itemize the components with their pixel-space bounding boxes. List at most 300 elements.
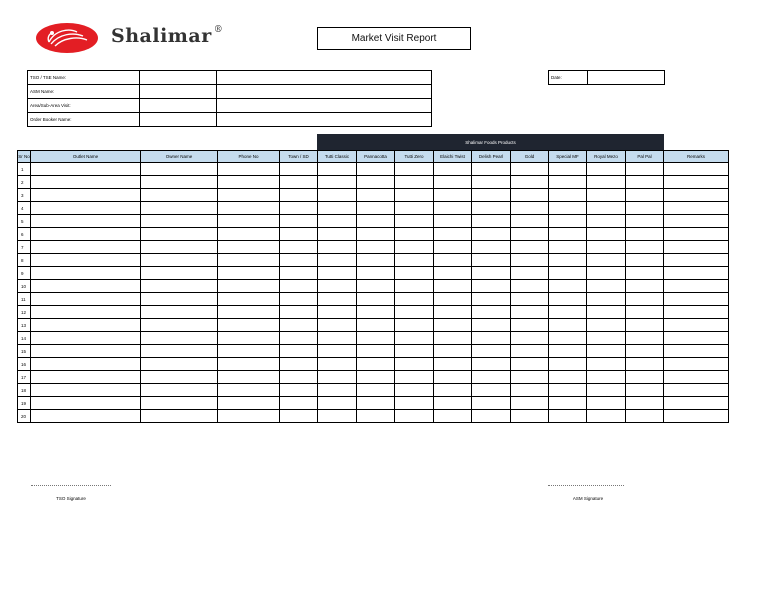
table-cell[interactable] bbox=[434, 306, 472, 319]
table-cell[interactable] bbox=[395, 358, 434, 371]
table-cell[interactable] bbox=[395, 215, 434, 228]
table-cell[interactable] bbox=[280, 332, 318, 345]
table-cell[interactable] bbox=[218, 202, 280, 215]
table-cell[interactable] bbox=[626, 410, 664, 423]
table-cell[interactable] bbox=[549, 254, 587, 267]
table-cell[interactable] bbox=[511, 176, 549, 189]
table-cell[interactable] bbox=[357, 241, 395, 254]
table-cell[interactable] bbox=[587, 384, 626, 397]
table-cell[interactable] bbox=[587, 332, 626, 345]
table-cell[interactable] bbox=[280, 410, 318, 423]
table-cell[interactable] bbox=[549, 280, 587, 293]
table-cell[interactable] bbox=[141, 215, 218, 228]
table-cell[interactable] bbox=[218, 384, 280, 397]
table-cell[interactable] bbox=[549, 241, 587, 254]
table-cell[interactable] bbox=[626, 202, 664, 215]
table-cell[interactable] bbox=[511, 345, 549, 358]
table-cell[interactable] bbox=[318, 384, 357, 397]
table-cell[interactable] bbox=[549, 371, 587, 384]
table-cell[interactable] bbox=[434, 293, 472, 306]
table-cell[interactable] bbox=[549, 358, 587, 371]
table-cell[interactable] bbox=[626, 293, 664, 306]
table-cell[interactable] bbox=[511, 189, 549, 202]
table-cell[interactable] bbox=[587, 228, 626, 241]
table-cell[interactable] bbox=[395, 306, 434, 319]
table-cell[interactable] bbox=[31, 358, 141, 371]
table-cell[interactable] bbox=[472, 410, 511, 423]
table-cell[interactable] bbox=[395, 293, 434, 306]
table-cell[interactable] bbox=[280, 319, 318, 332]
table-cell[interactable] bbox=[357, 397, 395, 410]
table-cell[interactable] bbox=[218, 163, 280, 176]
table-cell[interactable] bbox=[587, 306, 626, 319]
table-cell[interactable] bbox=[549, 293, 587, 306]
table-cell[interactable] bbox=[395, 410, 434, 423]
table-cell[interactable] bbox=[549, 267, 587, 280]
table-cell[interactable] bbox=[664, 293, 729, 306]
column-header: Special MF bbox=[549, 151, 587, 163]
table-cell[interactable] bbox=[434, 189, 472, 202]
table-cell[interactable] bbox=[511, 254, 549, 267]
table-cell[interactable] bbox=[218, 410, 280, 423]
table-cell[interactable] bbox=[664, 371, 729, 384]
table-cell[interactable] bbox=[395, 332, 434, 345]
table-cell[interactable] bbox=[472, 280, 511, 293]
table-cell[interactable] bbox=[357, 410, 395, 423]
table-cell[interactable] bbox=[318, 345, 357, 358]
table-cell[interactable] bbox=[31, 306, 141, 319]
table-cell[interactable] bbox=[395, 319, 434, 332]
table-cell[interactable] bbox=[434, 202, 472, 215]
table-cell[interactable] bbox=[31, 332, 141, 345]
table-cell[interactable] bbox=[218, 345, 280, 358]
table-cell[interactable] bbox=[549, 163, 587, 176]
table-cell[interactable] bbox=[357, 228, 395, 241]
table-cell[interactable] bbox=[472, 241, 511, 254]
table-cell[interactable] bbox=[318, 319, 357, 332]
table-cell[interactable] bbox=[472, 332, 511, 345]
table-cell[interactable] bbox=[357, 345, 395, 358]
table-cell[interactable] bbox=[664, 397, 729, 410]
date-label: Date: bbox=[549, 71, 588, 85]
table-cell[interactable] bbox=[318, 176, 357, 189]
table-cell[interactable] bbox=[357, 176, 395, 189]
table-cell[interactable] bbox=[434, 163, 472, 176]
table-cell[interactable] bbox=[587, 267, 626, 280]
table-cell[interactable] bbox=[626, 241, 664, 254]
table-cell[interactable] bbox=[587, 358, 626, 371]
table-cell[interactable] bbox=[357, 293, 395, 306]
table-cell[interactable] bbox=[395, 189, 434, 202]
table-cell[interactable] bbox=[549, 332, 587, 345]
table-cell[interactable] bbox=[141, 397, 218, 410]
table-cell[interactable] bbox=[141, 293, 218, 306]
table-cell[interactable] bbox=[395, 267, 434, 280]
info-value-cell[interactable] bbox=[217, 71, 432, 85]
table-cell[interactable] bbox=[218, 228, 280, 241]
table-cell[interactable] bbox=[434, 319, 472, 332]
table-cell[interactable] bbox=[472, 215, 511, 228]
table-cell[interactable] bbox=[549, 228, 587, 241]
column-header: Delish Pearl bbox=[472, 151, 511, 163]
table-cell[interactable] bbox=[218, 358, 280, 371]
table-cell[interactable] bbox=[664, 189, 729, 202]
table-cell[interactable] bbox=[141, 319, 218, 332]
table-cell[interactable] bbox=[472, 202, 511, 215]
table-cell[interactable] bbox=[664, 202, 729, 215]
table-cell[interactable] bbox=[280, 267, 318, 280]
table-cell[interactable] bbox=[472, 397, 511, 410]
table-cell[interactable] bbox=[626, 371, 664, 384]
table-cell[interactable] bbox=[664, 384, 729, 397]
table-cell[interactable] bbox=[141, 358, 218, 371]
table-cell[interactable] bbox=[511, 280, 549, 293]
table-cell[interactable] bbox=[218, 319, 280, 332]
table-cell[interactable] bbox=[318, 215, 357, 228]
table-cell[interactable] bbox=[280, 280, 318, 293]
table-cell[interactable] bbox=[218, 267, 280, 280]
table-cell[interactable] bbox=[664, 254, 729, 267]
table-cell[interactable] bbox=[357, 371, 395, 384]
table-cell[interactable] bbox=[31, 397, 141, 410]
table-cell[interactable] bbox=[141, 163, 218, 176]
info-value-cell[interactable] bbox=[140, 71, 217, 85]
table-cell[interactable] bbox=[587, 202, 626, 215]
table-cell[interactable] bbox=[357, 384, 395, 397]
table-cell[interactable] bbox=[472, 384, 511, 397]
table-cell[interactable] bbox=[318, 410, 357, 423]
table-cell[interactable] bbox=[587, 410, 626, 423]
table-cell[interactable] bbox=[318, 241, 357, 254]
table-cell[interactable] bbox=[280, 384, 318, 397]
table-cell[interactable] bbox=[587, 280, 626, 293]
table-cell[interactable] bbox=[626, 397, 664, 410]
table-cell[interactable] bbox=[587, 163, 626, 176]
table-cell[interactable] bbox=[31, 371, 141, 384]
table-cell[interactable] bbox=[664, 319, 729, 332]
info-value-cell[interactable] bbox=[217, 99, 432, 113]
table-cell[interactable] bbox=[31, 176, 141, 189]
table-cell[interactable] bbox=[511, 241, 549, 254]
table-cell[interactable] bbox=[280, 293, 318, 306]
table-cell[interactable] bbox=[31, 215, 141, 228]
table-cell[interactable] bbox=[218, 397, 280, 410]
table-cell[interactable] bbox=[434, 267, 472, 280]
table-cell[interactable] bbox=[664, 176, 729, 189]
table-cell[interactable] bbox=[587, 319, 626, 332]
table-cell[interactable] bbox=[141, 280, 218, 293]
table-cell[interactable] bbox=[587, 254, 626, 267]
table-cell[interactable] bbox=[434, 384, 472, 397]
table-cell[interactable] bbox=[141, 241, 218, 254]
table-cell[interactable] bbox=[434, 176, 472, 189]
table-cell[interactable] bbox=[280, 371, 318, 384]
table-cell[interactable] bbox=[218, 241, 280, 254]
table-cell[interactable] bbox=[357, 319, 395, 332]
table-cell[interactable] bbox=[318, 280, 357, 293]
table-cell[interactable] bbox=[395, 241, 434, 254]
table-cell[interactable] bbox=[280, 254, 318, 267]
table-cell[interactable] bbox=[218, 280, 280, 293]
table-cell[interactable] bbox=[664, 267, 729, 280]
table-cell[interactable] bbox=[318, 254, 357, 267]
table-cell[interactable] bbox=[395, 254, 434, 267]
table-cell[interactable] bbox=[395, 202, 434, 215]
table-cell[interactable] bbox=[626, 163, 664, 176]
table-cell[interactable] bbox=[357, 215, 395, 228]
table-cell[interactable] bbox=[318, 358, 357, 371]
table-cell[interactable] bbox=[664, 410, 729, 423]
table-cell[interactable] bbox=[357, 163, 395, 176]
table-cell[interactable] bbox=[626, 332, 664, 345]
table-cell[interactable] bbox=[664, 358, 729, 371]
table-cell[interactable] bbox=[472, 293, 511, 306]
table-cell[interactable] bbox=[549, 410, 587, 423]
table-cell[interactable] bbox=[511, 202, 549, 215]
table-cell[interactable] bbox=[626, 254, 664, 267]
table-cell[interactable] bbox=[472, 176, 511, 189]
table-cell[interactable] bbox=[357, 189, 395, 202]
table-cell[interactable] bbox=[357, 280, 395, 293]
table-cell[interactable] bbox=[318, 293, 357, 306]
info-label: Order Booker Name: bbox=[28, 113, 140, 127]
table-cell[interactable] bbox=[280, 189, 318, 202]
info-row bbox=[28, 113, 432, 127]
table-cell[interactable] bbox=[626, 280, 664, 293]
table-cell[interactable] bbox=[587, 176, 626, 189]
table-cell[interactable] bbox=[472, 371, 511, 384]
table-cell[interactable] bbox=[626, 345, 664, 358]
table-cell[interactable] bbox=[280, 241, 318, 254]
table-cell[interactable] bbox=[318, 228, 357, 241]
table-cell[interactable] bbox=[280, 397, 318, 410]
table-cell[interactable] bbox=[218, 332, 280, 345]
table-cell[interactable] bbox=[141, 345, 218, 358]
table-cell[interactable] bbox=[318, 306, 357, 319]
table-cell[interactable] bbox=[141, 202, 218, 215]
table-cell[interactable] bbox=[141, 189, 218, 202]
table-cell[interactable] bbox=[434, 345, 472, 358]
table-cell[interactable] bbox=[318, 163, 357, 176]
table-cell[interactable] bbox=[141, 176, 218, 189]
table-cell[interactable] bbox=[626, 384, 664, 397]
table-cell[interactable] bbox=[511, 410, 549, 423]
table-cell[interactable] bbox=[31, 241, 141, 254]
table-cell[interactable] bbox=[395, 371, 434, 384]
info-value-cell[interactable] bbox=[217, 85, 432, 99]
table-cell[interactable] bbox=[664, 280, 729, 293]
table-cell[interactable] bbox=[549, 306, 587, 319]
table-cell[interactable] bbox=[141, 306, 218, 319]
table-cell[interactable] bbox=[395, 384, 434, 397]
table-cell[interactable] bbox=[472, 228, 511, 241]
table-cell[interactable] bbox=[511, 267, 549, 280]
row-number: 8 bbox=[18, 254, 31, 267]
table-cell[interactable] bbox=[434, 410, 472, 423]
table-cell[interactable] bbox=[626, 306, 664, 319]
table-cell[interactable] bbox=[511, 358, 549, 371]
table-cell[interactable] bbox=[280, 202, 318, 215]
table-cell[interactable] bbox=[587, 397, 626, 410]
table-cell[interactable] bbox=[472, 306, 511, 319]
table-cell[interactable] bbox=[472, 163, 511, 176]
table-cell[interactable] bbox=[664, 241, 729, 254]
info-label: Area/Sub-Area Visit: bbox=[28, 99, 140, 113]
table-cell[interactable] bbox=[587, 293, 626, 306]
table-cell[interactable] bbox=[318, 267, 357, 280]
table-cell[interactable] bbox=[31, 267, 141, 280]
table-cell[interactable] bbox=[664, 215, 729, 228]
table-cell[interactable] bbox=[218, 189, 280, 202]
table-cell[interactable] bbox=[511, 293, 549, 306]
table-cell[interactable] bbox=[549, 189, 587, 202]
table-cell[interactable] bbox=[434, 371, 472, 384]
table-cell[interactable] bbox=[511, 215, 549, 228]
table-cell[interactable] bbox=[511, 332, 549, 345]
table-cell[interactable] bbox=[218, 254, 280, 267]
table-cell[interactable] bbox=[549, 215, 587, 228]
table-cell[interactable] bbox=[141, 254, 218, 267]
table-cell[interactable] bbox=[395, 345, 434, 358]
table-cell[interactable] bbox=[141, 228, 218, 241]
table-cell[interactable] bbox=[434, 241, 472, 254]
table-cell[interactable] bbox=[395, 176, 434, 189]
table-cell[interactable] bbox=[357, 332, 395, 345]
table-cell[interactable] bbox=[549, 397, 587, 410]
table-cell[interactable] bbox=[318, 189, 357, 202]
table-row bbox=[18, 215, 729, 228]
table-row bbox=[18, 280, 729, 293]
table-cell[interactable] bbox=[434, 397, 472, 410]
table-cell[interactable] bbox=[280, 358, 318, 371]
table-cell[interactable] bbox=[31, 254, 141, 267]
table-cell[interactable] bbox=[357, 306, 395, 319]
table-cell[interactable] bbox=[31, 293, 141, 306]
table-cell[interactable] bbox=[587, 189, 626, 202]
table-cell[interactable] bbox=[318, 332, 357, 345]
table-cell[interactable] bbox=[280, 215, 318, 228]
asm-signature-label: ASM Signature bbox=[572, 496, 604, 501]
table-cell[interactable] bbox=[472, 319, 511, 332]
table-cell[interactable] bbox=[587, 241, 626, 254]
table-cell[interactable] bbox=[218, 371, 280, 384]
info-value-cell[interactable] bbox=[140, 85, 217, 99]
table-cell[interactable] bbox=[549, 345, 587, 358]
table-cell[interactable] bbox=[218, 215, 280, 228]
table-cell[interactable] bbox=[280, 228, 318, 241]
table-cell[interactable] bbox=[141, 332, 218, 345]
info-value-cell[interactable] bbox=[140, 113, 217, 127]
table-cell[interactable] bbox=[31, 202, 141, 215]
table-cell[interactable] bbox=[626, 358, 664, 371]
table-cell[interactable] bbox=[434, 358, 472, 371]
table-cell[interactable] bbox=[434, 228, 472, 241]
table-cell[interactable] bbox=[434, 332, 472, 345]
table-cell[interactable] bbox=[318, 397, 357, 410]
table-cell[interactable] bbox=[511, 384, 549, 397]
table-cell[interactable] bbox=[357, 202, 395, 215]
table-cell[interactable] bbox=[472, 254, 511, 267]
table-cell[interactable] bbox=[664, 332, 729, 345]
table-cell[interactable] bbox=[434, 254, 472, 267]
table-cell[interactable] bbox=[434, 280, 472, 293]
table-cell[interactable] bbox=[318, 202, 357, 215]
table-cell[interactable] bbox=[395, 397, 434, 410]
info-value-cell[interactable] bbox=[140, 99, 217, 113]
table-cell[interactable] bbox=[141, 267, 218, 280]
table-cell[interactable] bbox=[511, 306, 549, 319]
table-cell[interactable] bbox=[31, 319, 141, 332]
table-cell[interactable] bbox=[587, 345, 626, 358]
table-cell[interactable] bbox=[218, 176, 280, 189]
table-cell[interactable] bbox=[31, 345, 141, 358]
table-cell[interactable] bbox=[511, 371, 549, 384]
table-cell[interactable] bbox=[664, 345, 729, 358]
table-cell[interactable] bbox=[587, 371, 626, 384]
table-cell[interactable] bbox=[318, 371, 357, 384]
table-cell[interactable] bbox=[280, 163, 318, 176]
table-cell[interactable] bbox=[31, 228, 141, 241]
table-row bbox=[18, 384, 729, 397]
table-cell[interactable] bbox=[549, 319, 587, 332]
table-cell[interactable] bbox=[626, 319, 664, 332]
table-cell[interactable] bbox=[141, 371, 218, 384]
table-cell[interactable] bbox=[626, 267, 664, 280]
table-cell[interactable] bbox=[31, 410, 141, 423]
table-cell[interactable] bbox=[626, 189, 664, 202]
table-cell[interactable] bbox=[357, 358, 395, 371]
table-cell[interactable] bbox=[434, 215, 472, 228]
table-cell[interactable] bbox=[395, 280, 434, 293]
table-cell[interactable] bbox=[472, 267, 511, 280]
table-cell[interactable] bbox=[395, 228, 434, 241]
table-cell[interactable] bbox=[31, 280, 141, 293]
table-cell[interactable] bbox=[357, 267, 395, 280]
table-cell[interactable] bbox=[472, 358, 511, 371]
table-cell[interactable] bbox=[472, 345, 511, 358]
table-cell[interactable] bbox=[664, 306, 729, 319]
table-cell[interactable] bbox=[141, 410, 218, 423]
table-cell[interactable] bbox=[472, 189, 511, 202]
table-cell[interactable] bbox=[664, 163, 729, 176]
table-cell[interactable] bbox=[280, 306, 318, 319]
table-cell[interactable] bbox=[549, 176, 587, 189]
table-cell[interactable] bbox=[511, 397, 549, 410]
table-cell[interactable] bbox=[511, 319, 549, 332]
date-value-cell[interactable] bbox=[588, 71, 665, 85]
table-cell[interactable] bbox=[511, 228, 549, 241]
table-cell[interactable] bbox=[549, 384, 587, 397]
table-cell[interactable] bbox=[511, 163, 549, 176]
info-value-cell[interactable] bbox=[217, 113, 432, 127]
table-cell[interactable] bbox=[357, 254, 395, 267]
table-cell[interactable] bbox=[549, 202, 587, 215]
table-cell[interactable] bbox=[31, 384, 141, 397]
table-cell[interactable] bbox=[626, 215, 664, 228]
table-cell[interactable] bbox=[280, 345, 318, 358]
table-cell[interactable] bbox=[218, 306, 280, 319]
table-cell[interactable] bbox=[218, 293, 280, 306]
table-cell[interactable] bbox=[664, 228, 729, 241]
table-cell[interactable] bbox=[31, 163, 141, 176]
table-cell[interactable] bbox=[626, 228, 664, 241]
table-cell[interactable] bbox=[587, 215, 626, 228]
table-cell[interactable] bbox=[280, 176, 318, 189]
table-cell[interactable] bbox=[31, 189, 141, 202]
table-cell[interactable] bbox=[141, 384, 218, 397]
table-cell[interactable] bbox=[626, 176, 664, 189]
table-cell[interactable] bbox=[395, 163, 434, 176]
